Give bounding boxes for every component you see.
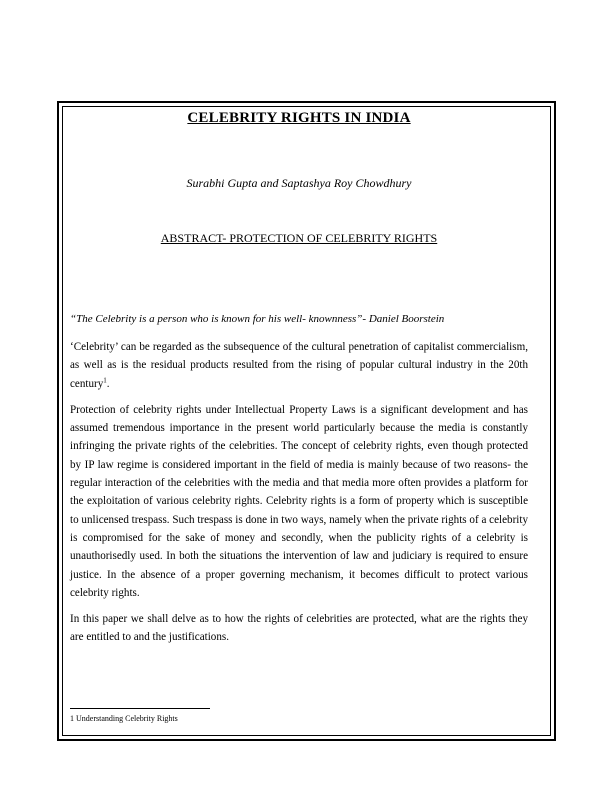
paragraph-2: Protection of celebrity rights under Intellectual Property Laws is a significant development and has assumed tremendous importance in the present world particularly because the media is constantly infringing the private rights of the celebrities. The concept of celebrity rights, even though protected by IP law regime is considered important in the field of media is mainly because of two reasons- the regular interaction of the celebrities with the media and that media more often provides a platform for the exploitation of various celebrity rights. Celebrity rights is a form of property which is susceptible to unlicensed trespass. Such trespass is done in two ways, namely when the private rights of a celebrity is compromised for the sake of money and secondly, when the publicity rights of a celebrity is unauthorisedly used. In both the situations the intervention of law and judiciary is required to ensure justice. In the absence of a proper governing mechanism, it becomes difficult to protect various celebrity rights. bbox=[70, 403, 528, 599]
footnote-reference: 1 bbox=[103, 375, 107, 384]
footnote-divider bbox=[70, 708, 210, 709]
authors-line: Surabhi Gupta and Saptashya Roy Chowdhury bbox=[186, 176, 412, 190]
paragraph-3: In this paper we shall delve as to how the rights of celebrities are protected, what are the rights they are entitled to and the justifications. bbox=[70, 613, 528, 644]
document-body bbox=[70, 110, 528, 723]
paragraph-1-end: . bbox=[106, 377, 110, 390]
epigraph-quote: “The Celebrity is a person who is known for his well- knownness”- Daniel Boorstein bbox=[70, 313, 445, 325]
document-title: CELEBRITY RIGHTS IN INDIA bbox=[187, 110, 411, 126]
abstract-heading: ABSTRACT- PROTECTION OF CELEBRITY RIGHTS bbox=[160, 231, 438, 245]
abstract-text bbox=[70, 338, 528, 655]
paragraph-1 bbox=[70, 338, 528, 393]
paragraph-1-text: ‘Celebrity’ can be regarded as the subsequence of the cultural penetration of capitalist commercialism, as well as is the residual products resulted from the rising of popular cultural industry in the 20th century bbox=[70, 341, 528, 390]
footnote-text: 1 Understanding Celebrity Rights bbox=[70, 714, 178, 723]
